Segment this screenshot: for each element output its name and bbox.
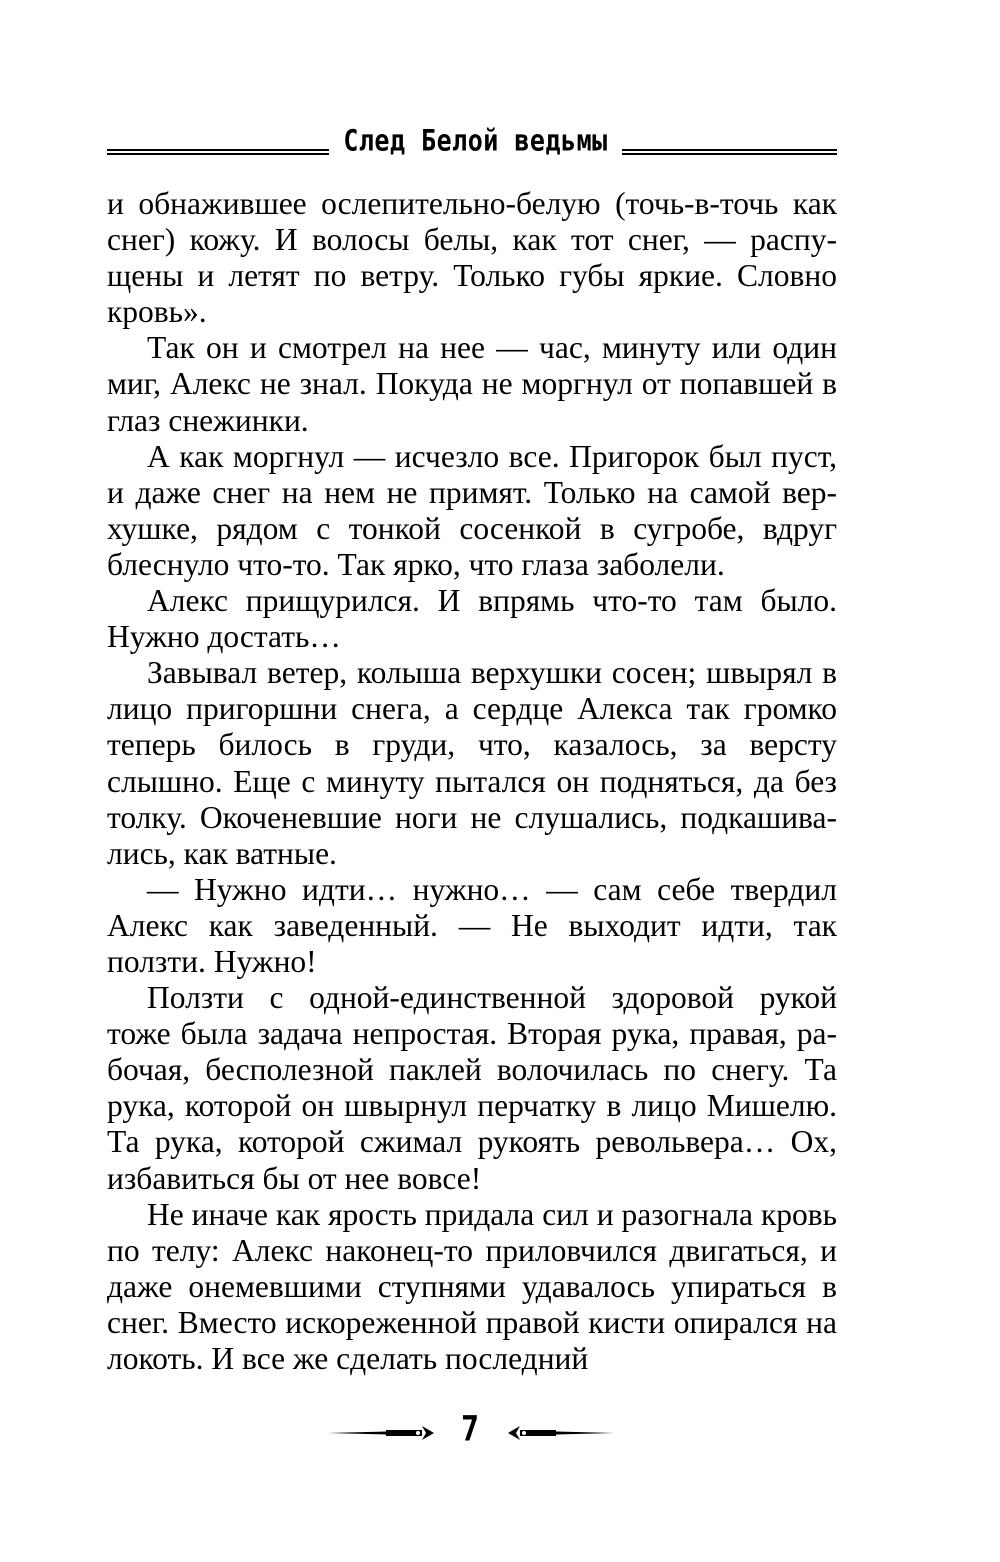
- header-rule-right: [622, 149, 837, 155]
- page-footer: [322, 1409, 618, 1454]
- paragraph: Алекс прищурился. И впрямь что-то там было. Нужно достать…: [107, 583, 837, 655]
- running-title: След Белой ведьмы: [343, 123, 608, 158]
- paragraph: Завывал ветер, колыша верхушки сосен; швырял в лицо пригоршни снега, а сердце Алекса так громко теперь билось в груди, что, казалось, за версту слышно. Еще с минуту пытался он подняться, да без толку. Окоченевшие ноги не слушались, подкашивались, как ватные.: [107, 655, 837, 871]
- left-quill-ornament-icon: [326, 1422, 438, 1444]
- paragraph: Не иначе как ярость придала сил и разогнала кровь по телу: Алекс наконец-то приловчился двигаться, и даже онемевшими ступнями удавалось упираться в снег. Вместо искореженной правой кисти опирался на локоть. И все же сделать последний: [107, 1196, 837, 1376]
- paragraph: Так он и смотрел на нее — час, минуту или один миг, Алекс не знал. Покуда не моргнул от попавшей в глаз снежинки.: [107, 330, 837, 438]
- paragraph: А как моргнул — исчезло все. Пригорок был пуст, и даже снег на нем не примят. Только на самой верхушке, рядом с тонкой сосенкой в сугробе, вдруг блеснуло что-то. Так ярко, что глаза заболели.: [107, 438, 837, 582]
- paragraph: Ползти с одной-единственной здоровой рукой тоже была задача непростая. Вторая рука, правая, рабочая, бесполезной паклей волочилась по снегу. Та рука, которой он швырнул перчатку в лицо Мишелю. Та рука, которой сжимал рукоять револьвера… Ох, избавиться бы от нее вовсе!: [107, 980, 837, 1196]
- header-rule-left: [107, 149, 329, 155]
- paragraph: и обнажившее ослепительно-белую (точь-в-точь как снег) кожу. И волосы белы, как тот снег, — распущены и летят по ветру. Только губы яркие. Словно кровь».: [107, 186, 837, 330]
- right-quill-ornament-icon: [504, 1422, 616, 1444]
- running-header: [107, 120, 837, 162]
- paragraph: — Нужно идти… нужно… — сам себе твердил Алекс как заведенный. — Не выходит идти, так ползти. Нужно!: [107, 871, 837, 979]
- page-number: 7: [460, 1409, 480, 1450]
- body-text: [107, 186, 837, 1377]
